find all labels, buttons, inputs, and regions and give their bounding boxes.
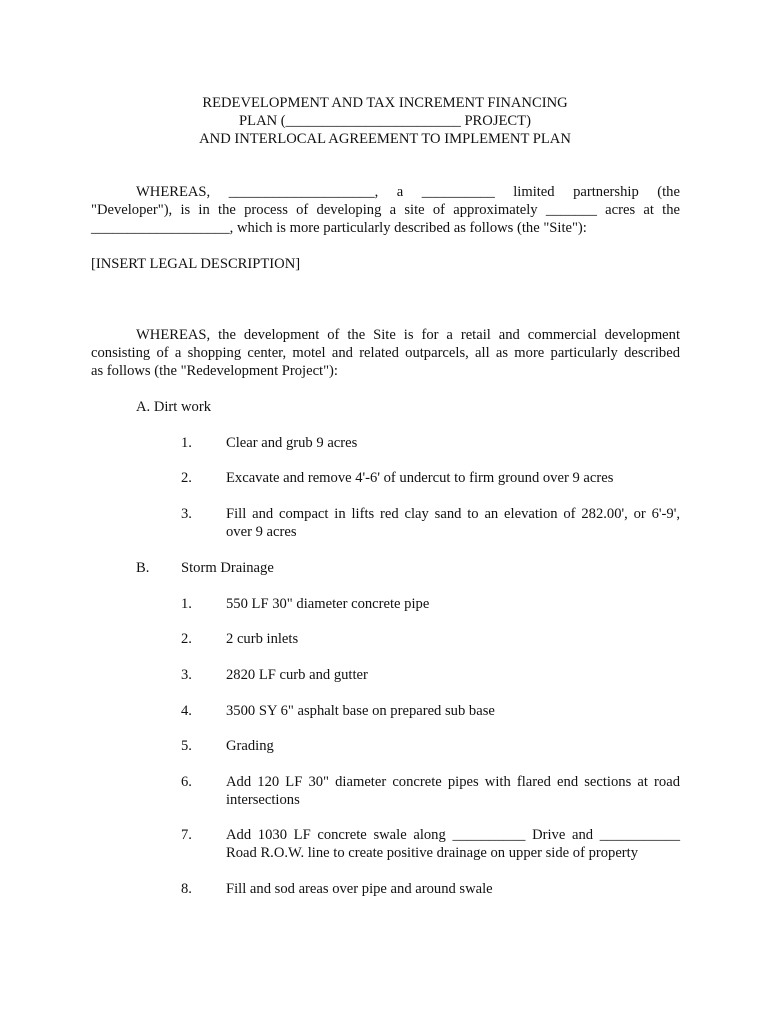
whereas-paragraph-2 [91,326,680,380]
section-a-heading: A. Dirt work [136,399,211,415]
document-title-line-2: PLAN (________________________ PROJECT) [239,113,531,129]
whereas-2-line-2: consisting of a shopping center, motel and related outparcels, all as more particularly described [91,345,680,361]
whereas-2-line-1: WHEREAS, the development of the Site is for a retail and commercial development [136,327,680,343]
whereas-1-line-1: WHEREAS, ____________________, a __________ limited partnership (the [136,184,680,200]
whereas-2-line-3: as follows (the "Redevelopment Project"): [91,363,338,379]
whereas-1-line-2: "Developer"), is in the process of developing a site of approximately _______ acres at the [91,202,680,218]
section-b-heading: B. Storm Drainage [136,560,274,576]
whereas-1-line-3: ___________________, which is more particularly described as follows (the "Site"): [91,220,587,236]
document-page: REDEVELOPMENT AND TAX INCREMENT FINANCING PLAN (________________________ PROJECT) AND INTERLOCAL AGREEMENT TO IMPLEMENT PLAN WHEREAS, ____________________, a __________ limited partnership (the "Developer"), is in the process of developing a site of approximately _______ acres at the ___________________, which is more particularly described as follows (the "Site"): [INSERT LEGAL DESCRIPTION] WHEREAS, the development of the Site is for a retail and commercial development consisting of a shopping center, motel and related outparcels, all as more particularly described as follows (the "Redevelopment Project"): A. Dirt work 1. Clear and grub 9 acres 2. Excavate and remove 4'-6' of undercut to firm ground over 9 acres 3. Fill and compact in lifts red clay sand to an elevation of 282.00', or 6'-9', over 9 acres B. Storm Drainage 1. 550 LF 30" diameter concrete pipe 2. 2 curb inlets 3. 2820 LF curb and gutter 4. 3500 SY 6" asphalt base on prepared sub base 5. Grading 6. Add 120 LF 30" diameter concrete pipes with flared end sections at road intersections 7. Add 1030 LF concrete swale along __________ Drive and ___________ Road R.O.W. line to create positive drainage on upper side of property 8. Fill and sod areas over pipe and around swale [0,0,770,1024]
legal-description-placeholder: [INSERT LEGAL DESCRIPTION] [91,256,301,272]
whereas-paragraph-1 [91,183,680,237]
document-title-line-1: REDEVELOPMENT AND TAX INCREMENT FINANCING [202,95,568,111]
document-title-line-3: AND INTERLOCAL AGREEMENT TO IMPLEMENT PLAN [199,131,571,147]
